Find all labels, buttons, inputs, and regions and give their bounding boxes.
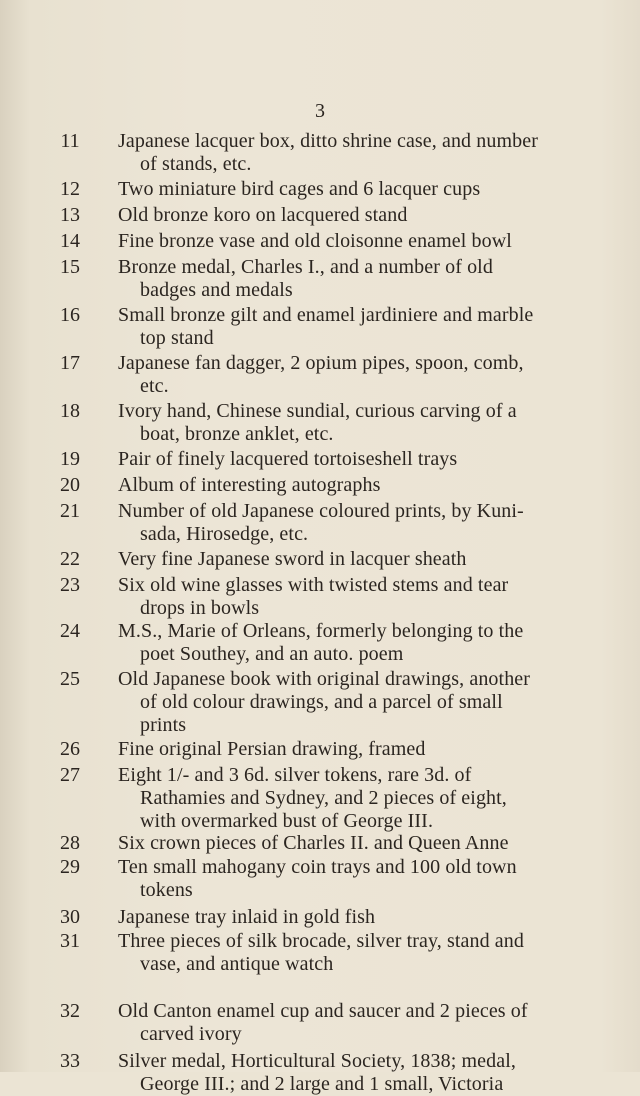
lot-description-line: Old Japanese book with original drawings, another bbox=[118, 668, 531, 690]
lot-number: 18 bbox=[60, 400, 80, 422]
lot-item bbox=[0, 548, 640, 571]
lot-number: 12 bbox=[60, 178, 80, 200]
lot-number: 21 bbox=[60, 500, 80, 522]
lot-description-line: Pair of finely lacquered tortoiseshell trays bbox=[118, 448, 458, 470]
lot-description-line: with overmarked bust of George III. bbox=[140, 810, 434, 832]
lot-description-line: Number of old Japanese coloured prints, by Kuni- bbox=[118, 500, 524, 522]
lot-number: 30 bbox=[60, 906, 80, 928]
lot-description-line: Japanese fan dagger, 2 opium pipes, spoon, comb, bbox=[118, 352, 524, 374]
lot-description bbox=[118, 620, 548, 666]
lot-description-line: prints bbox=[140, 714, 187, 736]
lot-description bbox=[118, 130, 548, 176]
lot-description-line: carved ivory bbox=[140, 1023, 242, 1045]
lot-description-line: Japanese tray inlaid in gold fish bbox=[118, 906, 376, 928]
lot-description bbox=[118, 204, 548, 227]
lot-description bbox=[118, 764, 548, 833]
lot-number: 23 bbox=[60, 574, 80, 596]
lot-description bbox=[118, 930, 548, 976]
lot-description-line: Old Canton enamel cup and saucer and 2 pieces of bbox=[118, 1000, 528, 1022]
lot-description-line: top stand bbox=[140, 327, 214, 349]
lot-description-line: Ten small mahogany coin trays and 100 old town bbox=[118, 856, 517, 878]
page-number: 3 bbox=[315, 100, 325, 122]
lot-number: 31 bbox=[60, 930, 80, 952]
lot-item bbox=[0, 620, 640, 666]
lot-description bbox=[118, 1050, 548, 1096]
lot-description-line: Ivory hand, Chinese sundial, curious carving of a bbox=[118, 400, 517, 422]
lot-description-line: Bronze medal, Charles I., and a number of old bbox=[118, 256, 493, 278]
lot-description-line: Rathamies and Sydney, and 2 pieces of eight, bbox=[140, 787, 507, 809]
lot-item bbox=[0, 668, 640, 737]
lot-number: 19 bbox=[60, 448, 80, 470]
lot-number: 13 bbox=[60, 204, 80, 226]
lot-description-line: Three pieces of silk brocade, silver tray, stand and bbox=[118, 930, 524, 952]
lot-description-line: vase, and antique watch bbox=[140, 953, 334, 975]
lot-description-line: etc. bbox=[140, 375, 169, 397]
lot-number: 20 bbox=[60, 474, 80, 496]
lot-description-line: Eight 1/- and 3 6d. silver tokens, rare 3d. of bbox=[118, 764, 472, 786]
lot-description-line: Small bronze gilt and enamel jardiniere and marble bbox=[118, 304, 534, 326]
lot-item bbox=[0, 856, 640, 902]
lot-description-line: Six crown pieces of Charles II. and Queen Anne bbox=[118, 832, 509, 854]
lot-item bbox=[0, 738, 640, 761]
lot-item bbox=[0, 230, 640, 253]
lot-description-line: Two miniature bird cages and 6 lacquer cups bbox=[118, 178, 481, 200]
lot-number: 24 bbox=[60, 620, 80, 642]
lot-number: 11 bbox=[60, 130, 80, 152]
lot-item bbox=[0, 352, 640, 398]
lot-item bbox=[0, 574, 640, 620]
lot-item bbox=[0, 256, 640, 302]
lot-item bbox=[0, 832, 640, 855]
lot-item bbox=[0, 1000, 640, 1046]
lot-description bbox=[118, 1000, 548, 1046]
lot-description-line: Very fine Japanese sword in lacquer sheath bbox=[118, 548, 467, 570]
lot-description bbox=[118, 574, 548, 620]
lot-description-line: of stands, etc. bbox=[140, 153, 252, 175]
lot-description bbox=[118, 500, 548, 546]
lot-description-line: Silver medal, Horticultural Society, 1838; medal, bbox=[118, 1050, 516, 1072]
lot-number: 22 bbox=[60, 548, 80, 570]
lot-description bbox=[118, 178, 548, 201]
lot-item bbox=[0, 1050, 640, 1096]
lot-number: 29 bbox=[60, 856, 80, 878]
lot-description-line: poet Southey, and an auto. poem bbox=[140, 643, 404, 665]
lot-description bbox=[118, 832, 548, 855]
lot-number: 27 bbox=[60, 764, 80, 786]
lot-description-line: M.S., Marie of Orleans, formerly belonging to the bbox=[118, 620, 524, 642]
lot-description-line: boat, bronze anklet, etc. bbox=[140, 423, 334, 445]
lot-description bbox=[118, 352, 548, 398]
lot-description-line: drops in bowls bbox=[140, 597, 260, 619]
lot-description bbox=[118, 230, 548, 253]
lot-description bbox=[118, 474, 548, 497]
lot-number: 28 bbox=[60, 832, 80, 854]
lot-description bbox=[118, 256, 548, 302]
lot-description bbox=[118, 400, 548, 446]
lot-number: 32 bbox=[60, 1000, 80, 1022]
lot-description bbox=[118, 668, 548, 737]
lot-number: 16 bbox=[60, 304, 80, 326]
lot-description-line: Album of interesting autographs bbox=[118, 474, 381, 496]
lot-description-line: Fine bronze vase and old cloisonne enamel bowl bbox=[118, 230, 512, 252]
lot-number: 14 bbox=[60, 230, 80, 252]
lot-description-line: sada, Hirosedge, etc. bbox=[140, 523, 309, 545]
lot-description-line: of old colour drawings, and a parcel of small bbox=[140, 691, 503, 713]
lot-item bbox=[0, 178, 640, 201]
lot-description-line: tokens bbox=[140, 879, 193, 901]
lot-description bbox=[118, 856, 548, 902]
lot-number: 17 bbox=[60, 352, 80, 374]
lot-description bbox=[118, 548, 548, 571]
lot-item bbox=[0, 500, 640, 546]
lot-description-line: badges and medals bbox=[140, 279, 293, 301]
lot-description bbox=[118, 738, 548, 761]
lot-item bbox=[0, 474, 640, 497]
lot-item bbox=[0, 764, 640, 833]
lot-description bbox=[118, 906, 548, 929]
lot-description-line: Fine original Persian drawing, framed bbox=[118, 738, 426, 760]
lot-item bbox=[0, 204, 640, 227]
lot-number: 33 bbox=[60, 1050, 80, 1072]
lot-description-line: Japanese lacquer box, ditto shrine case, and number bbox=[118, 130, 538, 152]
lot-description-line: George III.; and 2 large and 1 small, Victoria bbox=[140, 1073, 504, 1095]
lot-description-line: Six old wine glasses with twisted stems and tear bbox=[118, 574, 509, 596]
lot-number: 25 bbox=[60, 668, 80, 690]
lot-number: 15 bbox=[60, 256, 80, 278]
lot-item bbox=[0, 304, 640, 350]
lot-item bbox=[0, 930, 640, 976]
lot-item bbox=[0, 400, 640, 446]
lot-description bbox=[118, 304, 548, 350]
lot-item bbox=[0, 448, 640, 471]
lot-description-line: Old bronze koro on lacquered stand bbox=[118, 204, 408, 226]
lot-description bbox=[118, 448, 548, 471]
lot-number: 26 bbox=[60, 738, 80, 760]
lot-item bbox=[0, 906, 640, 929]
lot-item bbox=[0, 130, 640, 176]
